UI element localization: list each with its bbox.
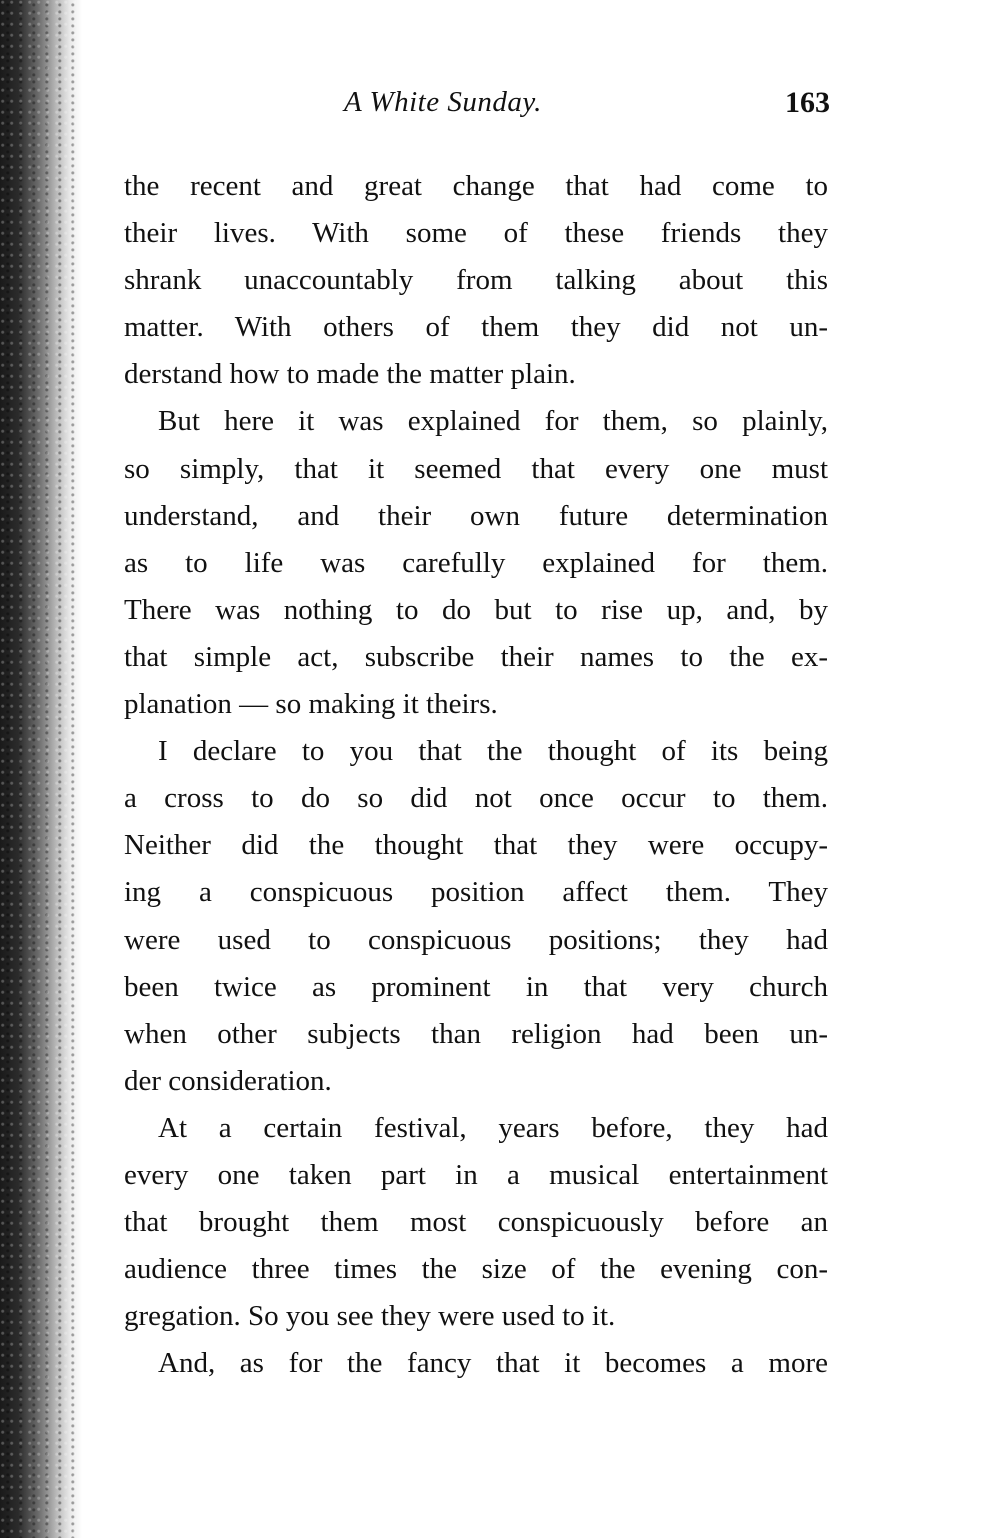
text-line: the recent and great change that had come to <box>124 170 828 202</box>
text-line: every one taken part in a musical entertainment <box>124 1158 828 1191</box>
body-text <box>124 163 828 1387</box>
page-gutter-texture <box>0 0 82 1538</box>
text-line: matter. With others of them they did not un- <box>124 311 828 344</box>
text-line: shrank unaccountably from talking about this <box>124 264 828 297</box>
text-line: that simple act, subscribe their names to the ex- <box>124 640 828 673</box>
text-line: At a certain festival, years before, they had <box>158 1111 828 1144</box>
text-line: derstand how to made the matter plain. <box>124 358 576 391</box>
text-line: Neither did the thought that they were occupy- <box>124 829 828 862</box>
text-line: gregation. So you see they were used to it. <box>124 1300 616 1333</box>
text-line: so simply, that it seemed that every one must <box>124 452 828 485</box>
text-line: But here it was explained for them, so plainly, <box>158 405 828 438</box>
page-number: 163 <box>785 86 830 119</box>
text-line: And, as for the fancy that it becomes a more <box>158 1347 828 1380</box>
running-title: A White Sunday. <box>344 86 542 118</box>
text-line: der consideration. <box>124 1064 332 1097</box>
text-line: were used to conspicuous positions; they had <box>124 923 828 956</box>
text-line: been twice as prominent in that very church <box>124 970 828 1003</box>
text-line: There was nothing to do but to rise up, and, by <box>124 593 828 626</box>
text-line: planation — so making it theirs. <box>124 688 498 721</box>
text-line: I declare to you that the thought of its being <box>158 735 828 768</box>
text-line: that brought them most conspicuously before an <box>124 1206 828 1239</box>
text-line: understand, and their own future determination <box>124 499 828 532</box>
text-line: their lives. With some of these friends they <box>124 217 828 250</box>
text-line: ing a conspicuous position affect them. They <box>124 876 828 909</box>
page-header <box>126 86 830 126</box>
text-line: as to life was carefully explained for them. <box>124 546 828 579</box>
text-line: when other subjects than religion had been un- <box>124 1017 828 1050</box>
text-line: a cross to do so did not once occur to them. <box>124 782 828 815</box>
text-line: audience three times the size of the evening con- <box>124 1253 828 1286</box>
